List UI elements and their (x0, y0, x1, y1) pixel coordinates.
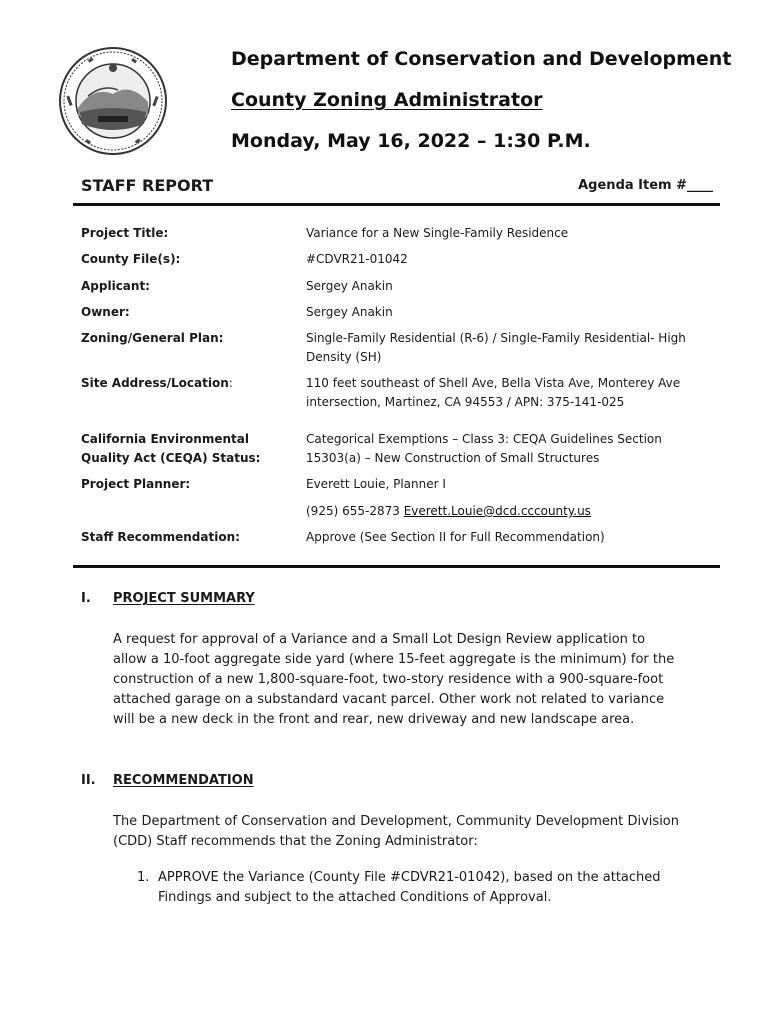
department-heading: Department of Conservation and Development (231, 48, 732, 70)
detail-label: Project Title: (81, 226, 169, 240)
detail-value: #CDVR21-01042 (306, 252, 408, 266)
detail-value: Single-Family Residential (R-6) / Single-Family Residential- High Density (SH) (306, 331, 686, 364)
meeting-date: Monday, May 16, 2022 – 1:30 P.M. (231, 130, 591, 152)
staff-report-label: STAFF REPORT (81, 176, 214, 195)
section-title-recommendation: RECOMMENDATION (113, 773, 254, 788)
detail-value: Sergey Anakin (306, 279, 393, 293)
planner-email-link[interactable]: Everett.Louie@dcd.cccounty.us (403, 504, 591, 518)
section-title-project-summary: PROJECT SUMMARY (113, 591, 255, 606)
planner-phone: (925) 655-2873 (306, 504, 400, 518)
detail-label: Staff Recommendation: (81, 530, 240, 544)
detail-value: 110 feet southeast of Shell Ave, Bella Vista Ave, Monterey Ave intersection, Martinez, CA 94553 / APN: 375-141-025 (306, 376, 681, 409)
divider (73, 565, 720, 568)
detail-label: Site Address/Location: (81, 376, 233, 390)
detail-label: County File(s): (81, 252, 181, 266)
detail-label: Project Planner: (81, 477, 191, 491)
detail-value: Sergey Anakin (306, 305, 393, 319)
detail-label: Zoning/General Plan: (81, 331, 224, 345)
list-item-number: 1. (137, 870, 150, 885)
detail-label: Applicant: (81, 279, 150, 293)
project-summary-text: A request for approval of a Variance and a Small Lot Design Review application to allow a 10-foot aggregate side yard (where 15-feet aggregate is the minimum) for the construction of a new 1,800-square-foot, two-story residence with a 900-square-foot attached garage on a substandard vacant parcel. Other work not related to variance will be a new deck in the front and rear, new driveway and new landscape area. (113, 632, 675, 727)
detail-value: Approve (See Section II for Full Recommendation) (306, 530, 605, 544)
detail-label: California Environmental Quality Act (CEQA) Status: (81, 432, 261, 465)
body-heading: County Zoning Administrator (231, 89, 543, 111)
section-number: I. (81, 591, 91, 606)
detail-label-text: Site Address/Location (81, 376, 229, 390)
agenda-item: Agenda Item #____ (578, 178, 713, 193)
list-item-text: APPROVE the Variance (County File #CDVR21-01042), based on the attached Findings and subject to the attached Conditions of Approval. (158, 870, 661, 905)
divider (73, 203, 720, 206)
detail-value: Everett Louie, Planner I (306, 477, 446, 491)
county-seal (58, 46, 168, 156)
detail-label: Owner: (81, 305, 130, 319)
detail-value: Categorical Exemptions – Class 3: CEQA Guidelines Section 15303(a) – New Construction of Small Structures (306, 432, 662, 465)
recommendation-intro: The Department of Conservation and Development, Community Development Division (CDD) Staff recommends that the Zoning Administrator: (113, 814, 679, 849)
section-number: II. (81, 773, 96, 788)
detail-value (306, 502, 711, 521)
detail-value: Variance for a New Single-Family Residence (306, 226, 569, 240)
